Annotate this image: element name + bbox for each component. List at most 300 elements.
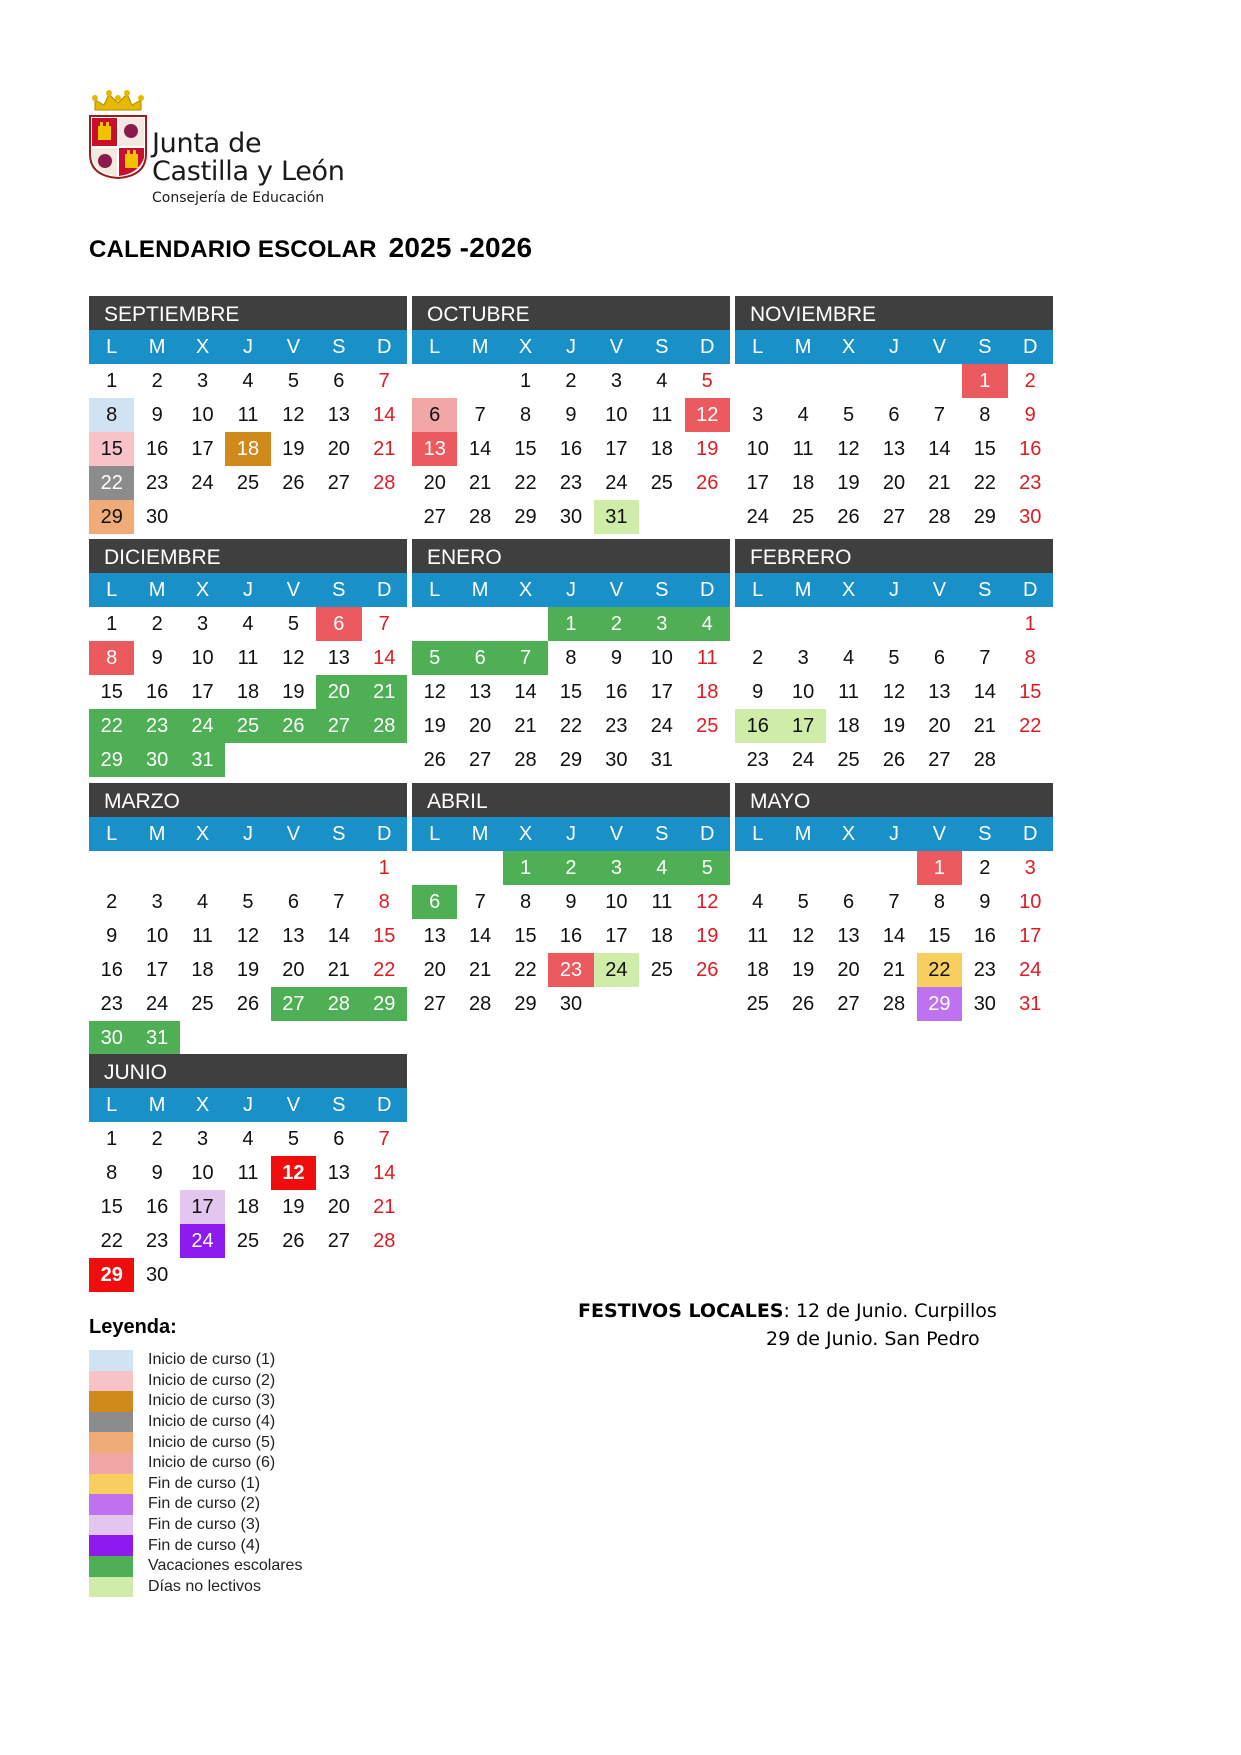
day-cell: 22 — [514, 472, 537, 494]
day-cell: 23 — [146, 472, 169, 494]
day-cell: 25 — [191, 993, 214, 1015]
empty-cell — [316, 851, 361, 885]
weekday-header — [735, 817, 1053, 851]
empty-cell — [180, 851, 225, 885]
day-cell: 1 — [962, 364, 1007, 398]
day-cell: 25 — [225, 709, 270, 743]
day-cell: 18 — [650, 925, 673, 947]
month-febrero — [735, 539, 1053, 777]
weekday-label: D — [700, 579, 715, 601]
day-cell: 19 — [282, 438, 305, 460]
day-cell: 20 — [882, 472, 906, 494]
empty-cell — [412, 607, 457, 641]
day-cell: 10 — [746, 438, 769, 460]
day-cell: 2 — [106, 891, 118, 913]
day-cell: 6 — [333, 370, 345, 392]
legend-swatch — [89, 1391, 133, 1412]
weekday-label: J — [565, 579, 576, 601]
day-cell: 3 — [797, 647, 809, 669]
day-cell: 17 — [746, 472, 769, 494]
legend-swatch — [89, 1412, 133, 1433]
day-grid — [89, 1122, 407, 1292]
legend-label: Días no lectivos — [148, 1577, 261, 1595]
day-cell: 6 — [316, 607, 361, 641]
legend-swatch — [89, 1474, 133, 1495]
empty-cell — [735, 607, 780, 641]
day-cell: 28 — [469, 506, 492, 528]
weekday-label: X — [518, 579, 533, 601]
day-cell: 20 — [327, 1196, 350, 1218]
day-cell: 18 — [746, 959, 769, 981]
weekday-label: D — [700, 823, 715, 845]
weekday-label: S — [655, 823, 669, 845]
day-cell: 8 — [1024, 647, 1036, 669]
weekday-label: L — [106, 336, 118, 358]
day-cell: 6 — [842, 891, 855, 913]
day-cell: 14 — [882, 925, 906, 947]
day-cell: 24 — [146, 993, 169, 1015]
empty-cell — [225, 851, 270, 885]
legend-item — [89, 1494, 302, 1515]
day-cell: 26 — [236, 993, 260, 1015]
day-cell: 25 — [650, 472, 673, 494]
brand-line1: Junta de — [152, 128, 262, 159]
empty-cell — [735, 364, 780, 398]
day-cell: 19 — [282, 681, 305, 703]
weekday-header — [412, 817, 730, 851]
day-cell: 6 — [333, 1128, 345, 1150]
weekday-header — [412, 573, 730, 607]
empty-cell — [134, 851, 179, 885]
month-abril — [412, 783, 730, 1021]
empty-cell — [271, 851, 316, 885]
day-cell: 20 — [327, 438, 350, 460]
day-cell: 31 — [650, 749, 673, 771]
day-cell: 6 — [888, 404, 900, 426]
weekday-label: V — [932, 336, 947, 358]
day-cell: 9 — [151, 1162, 163, 1184]
day-cell: 21 — [514, 715, 537, 737]
day-cell: 4 — [242, 613, 254, 635]
weekday-label: J — [565, 823, 576, 845]
day-cell: 10 — [191, 404, 214, 426]
legend-item — [89, 1432, 302, 1453]
legend-item — [89, 1577, 302, 1598]
weekday-label: V — [609, 823, 624, 845]
day-cell: 10 — [191, 1162, 214, 1184]
festivos-locales — [578, 1300, 997, 1350]
day-cell: 3 — [196, 1128, 209, 1150]
day-cell: 14 — [469, 438, 492, 460]
weekday-label: J — [242, 579, 253, 601]
day-cell: 14 — [373, 404, 396, 426]
weekday-label: M — [148, 336, 166, 358]
day-cell: 29 — [917, 987, 962, 1021]
day-cell: 6 — [412, 398, 457, 432]
day-cell: 31 — [180, 743, 225, 777]
day-cell: 18 — [696, 681, 719, 703]
day-cell: 21 — [373, 1196, 396, 1218]
day-cell: 30 — [134, 743, 179, 777]
day-cell: 11 — [192, 925, 213, 947]
day-cell: 4 — [656, 370, 668, 392]
day-cell: 20 — [316, 675, 361, 709]
day-cell: 16 — [973, 925, 996, 947]
weekday-label: J — [888, 823, 899, 845]
day-cell: 8 — [378, 891, 390, 913]
day-cell: 27 — [327, 472, 350, 494]
day-cell: 6 — [457, 641, 502, 675]
day-cell: 11 — [792, 438, 814, 460]
day-cell: 1 — [917, 851, 962, 885]
day-cell: 30 — [1019, 506, 1042, 528]
weekday-label: D — [377, 823, 392, 845]
day-cell: 10 — [792, 681, 815, 703]
day-cell: 31 — [134, 1021, 179, 1055]
day-cell: 5 — [287, 613, 299, 635]
day-cell: 26 — [282, 472, 305, 494]
day-cell: 18 — [792, 472, 815, 494]
weekday-label: L — [106, 1094, 118, 1116]
day-cell: 1 — [106, 613, 118, 635]
day-cell: 22 — [89, 709, 134, 743]
day-cell: 10 — [191, 647, 214, 669]
legend-item — [89, 1412, 302, 1433]
day-cell: 14 — [373, 1162, 396, 1184]
day-cell: 14 — [373, 647, 396, 669]
day-cell: 25 — [837, 749, 860, 771]
weekday-label: D — [377, 1094, 392, 1116]
day-cell: 1 — [519, 370, 532, 392]
legend-swatch — [89, 1453, 133, 1474]
day-cell: 9 — [1024, 404, 1036, 426]
day-cell: 24 — [746, 506, 769, 528]
day-cell: 25 — [746, 993, 769, 1015]
empty-cell — [735, 851, 780, 885]
day-cell: 28 — [362, 709, 407, 743]
month-name: ENERO — [412, 539, 730, 573]
empty-cell — [780, 851, 825, 885]
legend — [89, 1350, 302, 1597]
day-cell: 11 — [838, 681, 859, 703]
empty-cell — [412, 364, 457, 398]
weekday-label: S — [655, 579, 669, 601]
junta-logo — [88, 90, 358, 210]
legend-label: Inicio de curso (3) — [148, 1392, 276, 1410]
day-cell: 28 — [373, 472, 396, 494]
day-cell: 4 — [842, 647, 855, 669]
weekday-label: M — [148, 579, 166, 601]
page-title — [89, 232, 532, 264]
day-cell: 15 — [100, 1196, 123, 1218]
empty-cell — [871, 364, 916, 398]
day-cell: 26 — [696, 959, 719, 981]
day-cell: 11 — [651, 891, 673, 913]
legend-label: Fin de curso (3) — [148, 1516, 261, 1534]
day-cell: 25 — [236, 1230, 260, 1252]
month-name: DICIEMBRE — [89, 539, 407, 573]
legend-item — [89, 1371, 302, 1392]
empty-cell — [457, 607, 502, 641]
day-cell: 2 — [979, 857, 991, 879]
day-cell: 25 — [650, 959, 673, 981]
legend-label: Fin de curso (2) — [148, 1495, 261, 1513]
day-cell: 15 — [514, 925, 537, 947]
day-cell: 11 — [747, 925, 769, 947]
empty-cell — [871, 607, 916, 641]
empty-cell — [826, 607, 871, 641]
legend-item — [89, 1453, 302, 1474]
day-cell: 16 — [100, 959, 123, 981]
day-cell: 8 — [519, 404, 532, 426]
day-grid — [735, 851, 1053, 1021]
day-cell: 22 — [514, 959, 537, 981]
day-cell: 17 — [650, 681, 673, 703]
day-cell: 12 — [696, 891, 719, 913]
month-name: JUNIO — [89, 1054, 407, 1088]
day-cell: 4 — [639, 851, 684, 885]
title-year: 2025 -2026 — [388, 232, 533, 263]
day-cell: 1 — [548, 607, 593, 641]
day-cell: 18 — [650, 438, 673, 460]
day-cell: 28 — [316, 987, 361, 1021]
weekday-label: S — [978, 823, 992, 845]
weekday-label: V — [609, 336, 624, 358]
day-cell: 30 — [89, 1021, 134, 1055]
day-grid — [735, 364, 1053, 534]
day-cell: 15 — [514, 438, 537, 460]
day-cell: 4 — [797, 404, 809, 426]
day-cell: 19 — [282, 1196, 305, 1218]
month-marzo — [89, 783, 407, 1055]
weekday-label: X — [195, 1094, 210, 1116]
weekday-label: J — [242, 823, 253, 845]
day-cell: 14 — [928, 438, 951, 460]
day-cell: 2 — [1024, 370, 1036, 392]
day-cell: 3 — [639, 607, 684, 641]
day-cell: 16 — [146, 681, 169, 703]
weekday-label: L — [106, 823, 118, 845]
weekday-label: S — [332, 336, 346, 358]
day-cell: 17 — [1019, 925, 1042, 947]
weekday-label: X — [841, 579, 856, 601]
legend-label: Fin de curso (4) — [148, 1536, 261, 1554]
month-mayo — [735, 783, 1053, 1021]
day-cell: 16 — [1019, 438, 1042, 460]
day-cell: 7 — [333, 891, 345, 913]
day-cell: 22 — [89, 466, 134, 500]
weekday-label: J — [888, 336, 899, 358]
day-cell: 12 — [423, 681, 446, 703]
day-cell: 2 — [548, 851, 593, 885]
month-junio — [89, 1054, 407, 1292]
day-cell: 28 — [514, 749, 537, 771]
day-cell: 15 — [373, 925, 396, 947]
weekday-label: X — [195, 336, 210, 358]
day-cell: 8 — [519, 891, 532, 913]
weekday-label: L — [429, 579, 441, 601]
day-cell: 23 — [746, 749, 769, 771]
day-cell: 5 — [412, 641, 457, 675]
day-cell: 19 — [792, 959, 815, 981]
day-cell: 3 — [752, 404, 764, 426]
day-cell: 1 — [106, 1128, 118, 1150]
day-cell: 25 — [696, 715, 719, 737]
day-cell: 29 — [362, 987, 407, 1021]
month-name: MAYO — [735, 783, 1053, 817]
day-cell: 27 — [882, 506, 906, 528]
day-cell: 5 — [287, 1128, 299, 1150]
weekday-label: M — [471, 823, 489, 845]
day-cell: 14 — [327, 925, 350, 947]
day-cell: 13 — [412, 432, 457, 466]
day-cell: 12 — [236, 925, 260, 947]
weekday-header — [89, 330, 407, 364]
day-cell: 10 — [650, 647, 673, 669]
day-cell: 14 — [514, 681, 537, 703]
weekday-header — [89, 573, 407, 607]
day-cell: 11 — [651, 404, 673, 426]
festivos-line1: 12 de Junio. Curpillos — [795, 1300, 997, 1322]
day-cell: 26 — [423, 749, 446, 771]
weekday-label: V — [286, 579, 301, 601]
day-cell: 18 — [191, 959, 214, 981]
day-cell: 18 — [837, 715, 860, 737]
day-cell: 8 — [565, 647, 577, 669]
day-cell: 13 — [423, 925, 446, 947]
day-cell: 13 — [282, 925, 305, 947]
day-cell: 20 — [469, 715, 492, 737]
weekday-header — [89, 1088, 407, 1122]
day-cell: 5 — [888, 647, 900, 669]
weekday-label: M — [794, 336, 812, 358]
legend-label: Vacaciones escolares — [148, 1557, 303, 1575]
day-cell: 1 — [106, 370, 118, 392]
day-cell: 22 — [973, 472, 996, 494]
day-cell: 15 — [559, 681, 583, 703]
day-cell: 27 — [469, 749, 492, 771]
day-cell: 17 — [605, 438, 628, 460]
day-cell: 21 — [469, 472, 492, 494]
legend-swatch — [89, 1350, 133, 1371]
day-cell: 13 — [469, 681, 492, 703]
month-name: OCTUBRE — [412, 296, 730, 330]
legend-item — [89, 1350, 302, 1371]
day-cell: 22 — [373, 959, 396, 981]
weekday-label: V — [932, 823, 947, 845]
day-cell: 18 — [236, 1196, 260, 1218]
empty-cell — [826, 364, 871, 398]
legend-label: Inicio de curso (4) — [148, 1413, 276, 1431]
day-cell: 22 — [1019, 715, 1042, 737]
day-cell: 2 — [151, 1128, 163, 1150]
day-cell: 26 — [271, 709, 316, 743]
weekday-label: V — [286, 823, 301, 845]
weekday-label: J — [242, 1094, 253, 1116]
legend-swatch — [89, 1432, 133, 1453]
crown-icon — [92, 90, 144, 112]
day-cell: 5 — [287, 370, 299, 392]
day-cell: 8 — [106, 1162, 118, 1184]
month-octubre — [412, 296, 730, 534]
empty-cell — [457, 364, 502, 398]
day-cell: 29 — [89, 743, 134, 777]
day-cell: 19 — [696, 438, 719, 460]
day-cell: 2 — [752, 647, 764, 669]
day-cell: 6 — [412, 885, 457, 919]
day-cell: 7 — [503, 641, 548, 675]
day-cell: 3 — [196, 370, 209, 392]
legend-title: Leyenda: — [89, 1316, 177, 1338]
weekday-label: J — [242, 336, 253, 358]
day-cell: 7 — [378, 613, 390, 635]
day-cell: 28 — [928, 506, 951, 528]
day-cell: 30 — [559, 993, 583, 1015]
day-cell: 29 — [559, 749, 583, 771]
legend-label: Inicio de curso (2) — [148, 1371, 276, 1389]
day-cell: 13 — [882, 438, 906, 460]
legend-label: Fin de curso (1) — [148, 1474, 261, 1492]
weekday-label: M — [794, 579, 812, 601]
day-cell: 7 — [474, 891, 486, 913]
day-cell: 21 — [362, 675, 407, 709]
weekday-header — [412, 330, 730, 364]
day-cell: 4 — [196, 891, 209, 913]
weekday-label: X — [518, 336, 533, 358]
day-cell: 3 — [151, 891, 163, 913]
day-cell: 12 — [271, 1156, 316, 1190]
weekday-label: D — [377, 579, 392, 601]
weekday-label: L — [752, 823, 764, 845]
day-cell: 16 — [735, 709, 780, 743]
festivos-colon: : — [783, 1300, 796, 1322]
day-cell: 17 — [191, 438, 214, 460]
month-name: ABRIL — [412, 783, 730, 817]
legend-label: Inicio de curso (5) — [148, 1433, 276, 1451]
title-text: CALENDARIO ESCOLAR — [89, 236, 377, 263]
weekday-label: M — [471, 336, 489, 358]
day-cell: 12 — [282, 647, 305, 669]
day-cell: 27 — [928, 749, 951, 771]
day-cell: 15 — [928, 925, 951, 947]
day-cell: 7 — [378, 1128, 390, 1150]
day-cell: 20 — [282, 959, 305, 981]
day-cell: 30 — [559, 506, 583, 528]
weekday-label: S — [978, 336, 992, 358]
day-cell: 15 — [100, 681, 123, 703]
day-cell: 23 — [548, 953, 593, 987]
day-cell: 27 — [271, 987, 316, 1021]
day-cell: 24 — [650, 715, 673, 737]
empty-cell — [917, 607, 962, 641]
weekday-label: S — [978, 579, 992, 601]
day-cell: 22 — [559, 715, 583, 737]
day-cell: 23 — [1019, 472, 1042, 494]
day-cell: 16 — [605, 681, 628, 703]
day-cell: 17 — [180, 1190, 225, 1224]
weekday-header — [89, 817, 407, 851]
day-cell: 11 — [237, 1162, 259, 1184]
day-cell: 4 — [242, 370, 254, 392]
day-cell: 10 — [1019, 891, 1042, 913]
day-cell: 16 — [559, 925, 583, 947]
day-cell: 13 — [837, 925, 860, 947]
day-grid — [412, 851, 730, 1021]
day-cell: 12 — [685, 398, 730, 432]
day-cell: 16 — [146, 438, 169, 460]
legend-item — [89, 1391, 302, 1412]
day-cell: 11 — [237, 404, 259, 426]
